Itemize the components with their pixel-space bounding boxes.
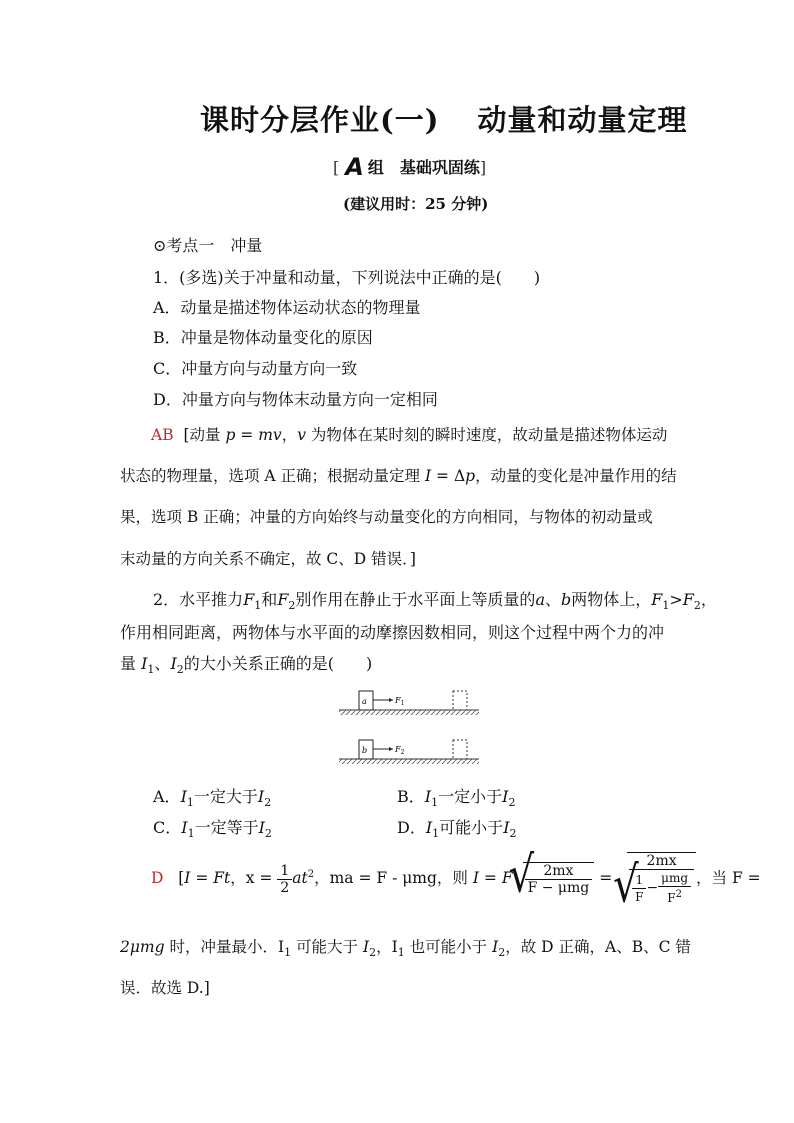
q2-explanation-line1 bbox=[151, 852, 761, 906]
opt-text: A． bbox=[153, 787, 181, 806]
q2-var-I: I bbox=[258, 818, 265, 837]
expl-text: ，故 D 正确，A、B、C 错 bbox=[505, 938, 691, 956]
q2-var-b: b bbox=[561, 590, 572, 609]
arrow-icon bbox=[389, 747, 393, 751]
q2-stem-text: ， bbox=[700, 590, 717, 609]
q2-stem-text: 两物体上， bbox=[571, 590, 652, 609]
q2-var-F: F bbox=[243, 590, 255, 609]
bracket-close: ] bbox=[479, 158, 487, 177]
title-left: 课时分层作业(一) bbox=[200, 103, 440, 137]
q2-explanation-line3: 误．故选 D.] bbox=[120, 979, 210, 997]
expl-text: ，I bbox=[376, 938, 398, 956]
q1-expl-var-I: I bbox=[424, 467, 432, 485]
ground-top bbox=[339, 710, 479, 715]
q2-sub: 1 bbox=[397, 946, 405, 960]
q2-option-d bbox=[397, 815, 517, 840]
opt-text: C． bbox=[153, 818, 182, 837]
block-b-dashed bbox=[453, 740, 467, 759]
frac-den bbox=[658, 887, 691, 906]
q1-expl-part: ，动量的变化是冲量作用的结 bbox=[475, 467, 677, 485]
q2-sub: 1 bbox=[431, 796, 439, 810]
q2-stem-text: 别作用在静止于水平面上等质量的 bbox=[295, 590, 536, 609]
q2-stem-line2: 作用相同距离，两物体与水平面的动摩擦因数相同，则这个过程中两个力的冲 bbox=[120, 623, 665, 642]
q2-option-b bbox=[397, 784, 515, 809]
q2-var-I: I bbox=[181, 818, 188, 837]
q2-answer-key: D bbox=[151, 869, 164, 887]
q2-stem-text: 的大小关系正确的是( ) bbox=[183, 654, 373, 673]
q1-expl-var-v: v bbox=[297, 426, 306, 444]
q2-stem-text: 2．水平推力 bbox=[153, 590, 244, 609]
sqrt-2 bbox=[617, 852, 696, 906]
q1-stem: 1．(多选)关于冲量和动量，下列说法中正确的是( ) bbox=[153, 268, 541, 287]
expl-var: 2μmg bbox=[120, 938, 165, 956]
q2-sub: 2 bbox=[508, 796, 516, 810]
q1-expl-part: 为物体在某时刻的瞬时速度，故动量是描述物体运动 bbox=[305, 426, 668, 444]
q1-option-d: D．冲量方向与物体末动量方向一定相同 bbox=[153, 390, 438, 409]
opt-text: B． bbox=[397, 787, 425, 806]
q2-var-a: a bbox=[535, 590, 545, 609]
q2-figure bbox=[335, 686, 485, 768]
q2-sub: 1 bbox=[254, 599, 262, 613]
q2-stem-text: 、 bbox=[544, 590, 561, 609]
q1-answer-key: AB bbox=[151, 426, 174, 444]
expl-text: ，x = bbox=[230, 869, 278, 887]
opt-text: D． bbox=[397, 818, 426, 837]
time-note: (建议用时：25 分钟) bbox=[343, 195, 489, 213]
frac-num: 1 bbox=[632, 872, 646, 889]
q2-var-I: I bbox=[492, 938, 499, 956]
q2-sub: 1 bbox=[662, 599, 670, 613]
q1-option-a: A．动量是描述物体运动状态的物理量 bbox=[153, 298, 421, 317]
expl-text: [ bbox=[178, 869, 185, 887]
fraction-half bbox=[277, 863, 292, 896]
q1-expl-part: 状态的物理量，选项 A 正确；根据动量定理 bbox=[120, 467, 425, 485]
title-right: 动量和动量定理 bbox=[477, 103, 688, 137]
expl-text: ，ma = F - μmg，则 bbox=[314, 869, 473, 887]
group-letter: A bbox=[345, 153, 364, 181]
q2-sub: 2 bbox=[176, 663, 184, 677]
q2-stem-text: 、 bbox=[154, 654, 171, 673]
q2-var-F: F bbox=[682, 590, 694, 609]
q2-stem-line1 bbox=[153, 587, 717, 612]
opt-text: 一定等于 bbox=[194, 818, 259, 837]
frac-den: F − μmg bbox=[527, 880, 590, 896]
q1-expl-part: = Δ bbox=[431, 467, 466, 485]
expl-text: ，当 F = bbox=[696, 869, 761, 887]
q2-sub: 2 bbox=[498, 946, 506, 960]
q1-explanation-line3: 果，选项 B 正确；冲量的方向始终与动量变化的方向相同，与物体的初动量或 bbox=[120, 508, 653, 526]
expl-text: ．I bbox=[262, 938, 285, 956]
expl-sup: 2 bbox=[675, 889, 682, 900]
sqrt-1 bbox=[513, 862, 595, 896]
expl-text: − bbox=[646, 880, 659, 896]
label-a: a bbox=[362, 697, 367, 706]
label-F1: $F_1$ bbox=[395, 696, 405, 707]
frac-den: 2 bbox=[280, 879, 290, 896]
expl-text: = bbox=[190, 869, 214, 887]
q2-stem-text: 量 bbox=[120, 654, 142, 673]
q2-sub: 2 bbox=[288, 599, 296, 613]
q2-explanation-line2 bbox=[120, 935, 691, 959]
q1-expl-var-mv: mv bbox=[258, 426, 282, 444]
q1-option-c: C．冲量方向与动量方向一致 bbox=[153, 359, 358, 378]
ground-bottom bbox=[339, 759, 479, 764]
frac-num: √ 2mx bbox=[629, 853, 694, 870]
q2-stem-line3 bbox=[120, 651, 372, 676]
q2-var-F: F bbox=[651, 590, 663, 609]
q2-sub: 2 bbox=[264, 827, 272, 841]
expl-text: 时，冲量最小 bbox=[164, 938, 263, 956]
arrow-icon bbox=[389, 698, 393, 702]
q1-explanation-line4: 末动量的方向关系不确定，故 C、D 错误．] bbox=[120, 550, 416, 568]
q2-sub: 2 bbox=[509, 827, 517, 841]
expl-text: 也可能小于 bbox=[404, 938, 493, 956]
label-F2: $F_2$ bbox=[395, 745, 405, 756]
q2-var-I: I bbox=[180, 787, 187, 806]
q2-sub: 1 bbox=[284, 946, 292, 960]
q2-var-I: I bbox=[425, 818, 433, 837]
q2-option-a bbox=[153, 784, 271, 809]
q2-var-F: F bbox=[277, 590, 289, 609]
page-title bbox=[200, 98, 687, 139]
q2-sub: 1 bbox=[187, 827, 195, 841]
frac-num: μmg bbox=[658, 870, 691, 887]
q2-option-c bbox=[153, 815, 272, 840]
q2-sub: 1 bbox=[147, 663, 155, 677]
q2-var-I: I bbox=[502, 787, 509, 806]
expl-text: = bbox=[594, 869, 618, 887]
q1-explanation-line1 bbox=[151, 423, 667, 445]
block-a-dashed bbox=[453, 691, 467, 710]
expl-var: I bbox=[184, 869, 191, 887]
expl-var: at bbox=[292, 869, 308, 887]
group-heading bbox=[333, 153, 486, 181]
opt-text: 一定小于 bbox=[438, 787, 503, 806]
q2-stem-text: > bbox=[669, 590, 683, 609]
q1-expl-part: ， bbox=[281, 426, 298, 444]
q2-var-I: I bbox=[424, 787, 432, 806]
q1-explanation-line2 bbox=[120, 464, 677, 486]
q2-var-I: I bbox=[141, 654, 148, 673]
opt-text: 可能小于 bbox=[439, 818, 504, 837]
q2-sub: 1 bbox=[432, 827, 440, 841]
q2-sub: 1 bbox=[186, 796, 194, 810]
q2-sub: 2 bbox=[264, 796, 272, 810]
q2-var-I: I bbox=[257, 787, 265, 806]
q2-var-I: I bbox=[362, 938, 370, 956]
label-b: b bbox=[362, 746, 368, 755]
q2-stem-text: 和 bbox=[261, 590, 278, 609]
frac-den: F bbox=[635, 889, 644, 904]
q1-expl-var-p: p bbox=[225, 426, 236, 444]
expl-sup: 2 bbox=[307, 868, 315, 880]
expl-var: Ft bbox=[213, 869, 231, 887]
bracket-open: [ bbox=[333, 158, 340, 177]
frac-num: √ 2mx bbox=[525, 863, 593, 880]
q1-expl-var-p: p bbox=[465, 467, 476, 485]
section-label: ⊙考点一 冲量 bbox=[153, 236, 263, 255]
expl-text: 可能大于 bbox=[291, 938, 363, 956]
expl-var: I = F bbox=[472, 869, 513, 887]
expl-text: F bbox=[667, 891, 676, 905]
q1-expl-part: [动量 bbox=[183, 426, 226, 444]
q2-sub: 2 bbox=[369, 946, 377, 960]
q1-expl-part: = bbox=[235, 426, 259, 444]
group-label: 组 基础巩固练 bbox=[367, 158, 480, 177]
opt-text: 一定大于 bbox=[193, 787, 258, 806]
frac-num: 1 bbox=[277, 863, 292, 880]
q2-var-I: I bbox=[170, 654, 177, 673]
q2-var-I: I bbox=[503, 818, 510, 837]
q1-option-b: B．冲量是物体动量变化的原因 bbox=[153, 328, 373, 347]
q2-sub: 2 bbox=[693, 599, 701, 613]
frac-den-compound bbox=[629, 870, 694, 906]
